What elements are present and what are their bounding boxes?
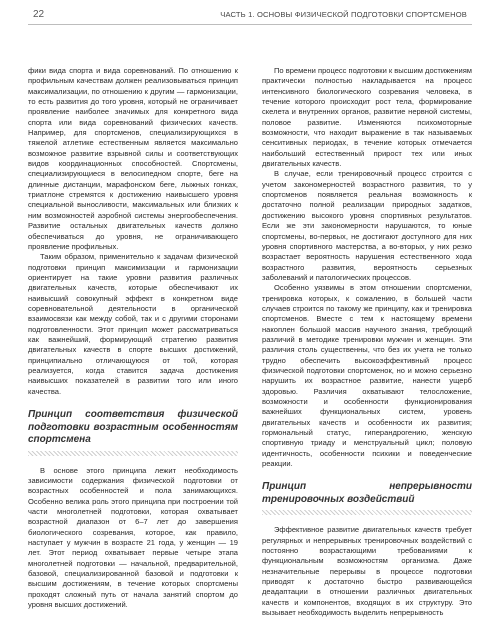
paragraph: фики вида спорта и вида соревнований. По отношению к профильным качествам должен реализовываться принцип максимализации, по отношению к другим — гармонизации, то есть развития до того уровня, который не ограничивает проявление наиболее значимых для конкретного вида спорта или вида соревнований физических качеств. Например, для спортсменов, специализирующихся в тяжелой атлетике естественным является максимально возможное развитие взрывной силы и соответствующих видов координационных способностей. Спортсмены, специализирующиеся в велосипедном спорте, беге на длинные дистанции, марафонском беге, лыжных гонках, триатлоне стремятся к достижению наивысшего уровня специальной выносливости, максимальных или близких к ним возможностей аэробной системы энергообеспечения. Развитие остальных двигательных качеств должно обеспечиваться до уровня, не ограничивающего проявление профильных. — [28, 66, 238, 251]
section-heading — [28, 409, 238, 460]
section-title: Принцип соответствия физической подготовки возрастным особенностям спортсмена — [28, 409, 238, 445]
paragraph: Эффективное развитие двигательных качеств требует регулярных и непрерывных тренировочных воздействий с постоянно возрастающими требованиями к функциональным возможностям организма. Даже незначительные перерывы в процессе подготовки приводят к достаточно быстро развивающейся деадаптации в отношении различных двигательных качеств и компонентов, входящих в их структуру. Это вызывает необходимость выделить непрерывность — [262, 525, 472, 618]
paragraph: В основе этого принципа лежит необходимость зависимости содержания физической подготовки от возрастных особенностей и пола занимающихся. Особенно велика роль этого принципа при построении той части многолетней подготовки, которая охватывает возрастной диапазон от 6–7 лет до завершения биологического созревания, которое, как правило, наступает у мужчин в возрасте 21 года, у женщин — 19 лет. Этот период охватывает первые четыре этапа многолетней подготовки — начальной, предварительной, базовой, специализированной базовой и подготовки к высшим достижениям, в течение которых спортсмены проходят сложный путь от начала занятий спортом до уровня высших достижений. — [28, 465, 238, 609]
section-rule — [28, 451, 238, 456]
running-title: ЧАСТЬ 1. ОСНОВЫ ФИЗИЧЕСКОЙ ПОДГОТОВКИ СПОРТСМЕНОВ — [220, 10, 467, 19]
right-column — [262, 66, 472, 619]
page-header — [0, 0, 500, 40]
paragraph: В случае, если тренировочный процесс строится с учетом закономерностей возрастного развития, то у спортсменов появляется реальная возможность к достаточно полной реализации природных задатков, достижению высокого уровня спортивных результатов. Если же эти закономерности нарушаются, то юные спортсмены, во-первых, не достигают доступного для них уровня спортивного мастерства, а во-вторых, у них резко возрастает вероятность нарушения естественного хода возрастного развития, вероятность серьезных заболеваний и патологических процессов. — [262, 169, 472, 282]
paragraph: Таким образом, применительно к задачам физической подготовки принцип максимизации и гармонизации ориентирует на такие уровни развития различных двигательных качеств, которые обеспечивают их наивысший совокупный эффект в конкретном виде соревновательной деятельности в органической взаимосвязи как между собой, так и с другими сторонами подготовленности. Этот принцип может рассматриваться как важнейший, формирующий стратегию развития двигательных качеств в спорте высших достижений, принципиально отличающуюся от той, которая реализуется, когда ставится задача достижения наивысших показателей в развитии того или иного качества. — [28, 252, 238, 396]
paragraph: По времени процесс подготовки к высшим достижениям практически полностью накладывается на процесс интенсивного биологического созревания человека, в течение которого происходит рост тела, формирование скелета и внутренних органов, развитие нервной системы, половое развитие. Изменяются психомоторные возможности, что находит выражение в так называемых сенситивных периодах, в течение которых отмечается наибольший естественный прирост тех или иных двигательных качеств. — [262, 66, 472, 169]
section-heading — [262, 481, 472, 519]
section-title: Принцип непрерывности тренировочных воздействий — [262, 481, 472, 505]
section-rule — [262, 510, 472, 515]
page-number: 22 — [33, 9, 45, 20]
paragraph: Особенно уязвимы в этом отношении спортсменки, тренировка которых, к сожалению, в большей части случаев строится по такому же принципу, как и тренировка спортсменов. Вместе с тем к настоящему времени накоплен большой массив научного знания, требующий различий в методике тренировки мужчин и женщин. Эти различия столь существенны, что без их учета не только трудно обеспечить высокоэффективный процесс физической подготовки спортсменок, но и можно серьезно нарушить их возрастное развитие, нанести ущерб здоровью. Различия охватывают телосложение, возможности и особенности функционирования важнейших функциональных систем, уровень двигательных качеств и особенности их развития; гормональный статус, гиперандрогению, женскую спортивную триаду и менструальный цикл; половую идентичность, особенности психики и поведенческие реакции. — [262, 283, 472, 469]
header-rule — [28, 24, 472, 25]
left-column — [28, 66, 238, 610]
